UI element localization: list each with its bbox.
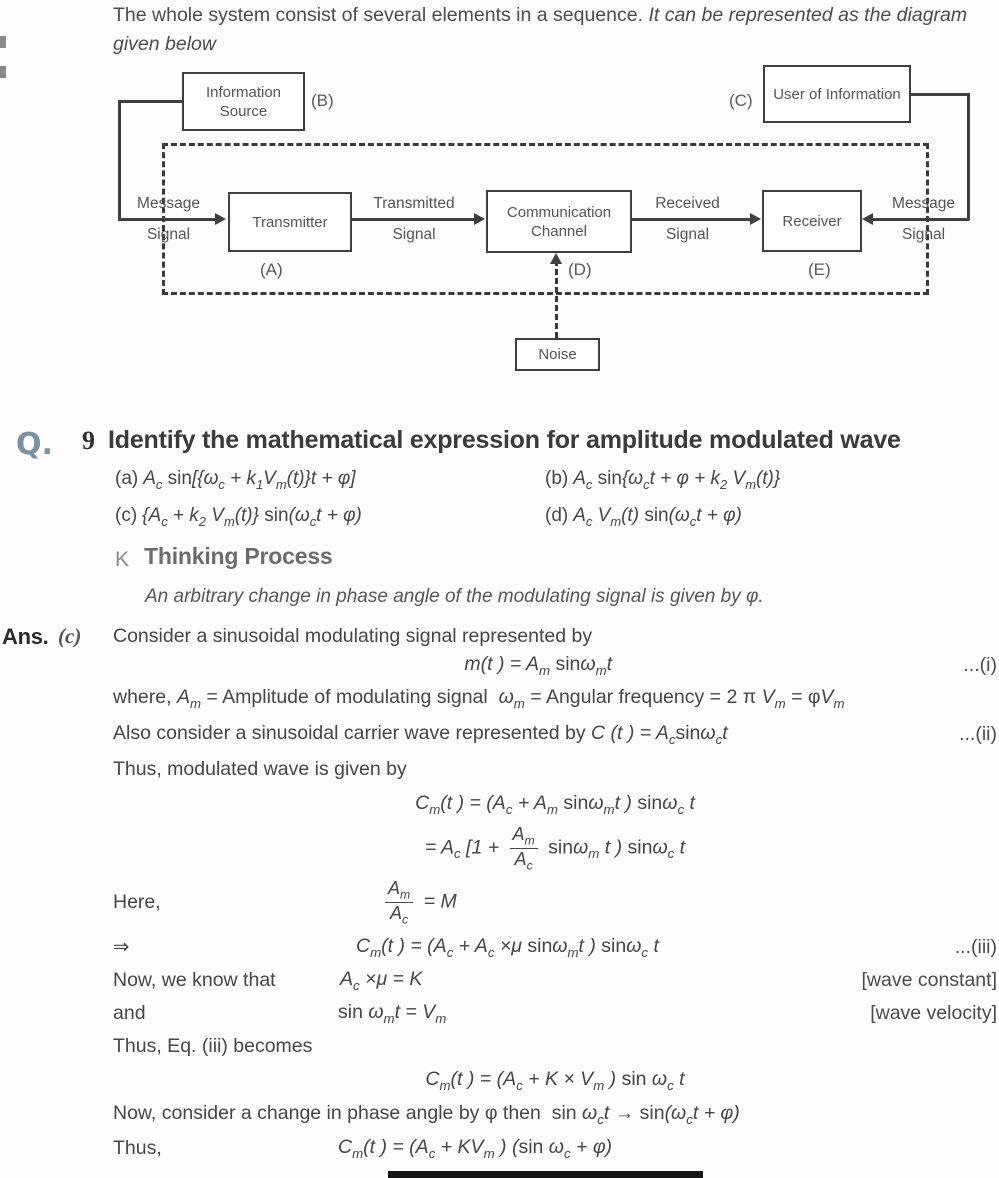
implies-symbol: ⇒ <box>113 936 130 958</box>
answer-text: Also consider a sinusoidal carrier wave represented by C (t ) = $A_c\sin\omega_ct$ <box>113 721 728 747</box>
answer-label: Ans. <box>2 624 49 649</box>
arrowhead-into-channel-icon <box>474 213 485 225</box>
thinking-process-icon: K <box>115 548 130 571</box>
scan-artifact <box>0 36 6 48</box>
equation-iii-number: ...(iii) <box>954 935 997 958</box>
know-label: Now, we know that <box>113 969 276 991</box>
line-info-source-left <box>118 100 182 103</box>
thinking-process-title: Thinking Process <box>144 543 333 569</box>
label-message-signal-left: Message Signal <box>137 195 200 243</box>
label-received-signal: Received Signal <box>655 195 720 243</box>
equation-wave-constant: $A_c \times\mu = K$ <box>340 968 423 993</box>
equation-i: m(t ) = $A_m$ sinω$_m$t <box>464 652 613 678</box>
label-E: (E) <box>808 260 831 279</box>
question-number: 9 <box>82 426 95 455</box>
answer-eq-final-form <box>113 1063 997 1097</box>
answer-option: (c) <box>58 624 82 648</box>
communication-system-diagram <box>0 62 999 382</box>
option-d-math: $A_c$ $V_m(t) \sin(\omega_ct + \varphi)$ <box>573 504 742 529</box>
answer-text: Consider a sinusoidal modulating signal represented by <box>113 624 593 647</box>
answer-line-2 <box>113 680 997 716</box>
answer-eq-iii-row <box>113 930 997 964</box>
answer-eq-expanded <box>113 822 997 874</box>
label-message-signal-right: Message Signal <box>892 195 955 243</box>
wave-velocity-note: [wave velocity] <box>870 1002 997 1024</box>
option-a <box>115 468 545 492</box>
option-b-math: $A_c$ $\sin\{\omega_ct + \varphi + k_2$ $V_m(t)$} <box>573 468 781 492</box>
line-noise-dashed <box>555 260 558 338</box>
question-text: Identify the mathematical expression for amplitude modulated wave <box>108 426 901 454</box>
equation-modulated-wave: $C_m(t$ ) = ($A_c + A_m$ sinω$_m$t ) sinω$_c$ t <box>415 791 695 817</box>
here-label: Here, <box>113 890 161 913</box>
answer-text: Thus, modulated wave is given by <box>113 757 407 780</box>
answer-eq-ii-row <box>113 716 997 752</box>
option-c-math: {$A_c + k_2$ $V_m(t)$} $\sin(\omega_ct + \varphi)$ <box>142 504 362 529</box>
answer-line-7 <box>113 1030 997 1063</box>
and-label: and <box>113 1002 146 1024</box>
answer-line-4 <box>113 752 997 786</box>
line-user-right <box>911 93 969 96</box>
equation-modulation-index: $\frac{A_m}{A_c}$ = M <box>338 878 457 926</box>
line-left-vertical <box>118 100 121 220</box>
answer-and-row <box>113 997 997 1030</box>
equation-iii: $C_m(t$ ) = ($A_c + A_c \times\mu$ sinω$_m$t ) sinω$_c$ t <box>356 934 659 960</box>
equation-i-number: ...(i) <box>963 653 997 676</box>
answer-thus-row <box>113 1131 997 1165</box>
label-C: (C) <box>729 91 753 110</box>
option-d <box>545 505 995 529</box>
question-brand-icon: Q. <box>16 427 53 462</box>
equation-ii-number: ...(ii) <box>959 722 997 745</box>
box-information-source: Information Source <box>182 72 305 131</box>
box-communication-channel: Communication Channel <box>486 190 632 253</box>
answer-eq-modulated <box>113 786 997 822</box>
thinking-process-note: An arbitrary change in phase angle of the modulating signal is given by φ. <box>145 586 764 607</box>
options-grid <box>115 468 995 529</box>
equation-expanded: = $A_c$ [1 + $\frac{A_m}{A_c}$ sinω$_m$ t ) sinω$_c$ t <box>424 823 686 873</box>
intro-normal-text: The whole system consist of several elements in a sequence. <box>113 4 649 26</box>
arrowhead-into-receiver-right-icon <box>862 213 873 225</box>
option-c-label: (c) <box>115 504 138 526</box>
arrowhead-noise-up-icon <box>550 253 562 264</box>
answer-text: Now, consider a change in phase angle by φ then $\sin \omega_ct \to \sin(\omega_ct + \varphi)$ <box>113 1101 740 1127</box>
label-transmitted-signal: Transmitted Signal <box>373 195 455 243</box>
scan-artifact-bar <box>388 1171 703 1178</box>
label-B: (B) <box>311 91 334 110</box>
thus-label: Thus, <box>113 1136 162 1159</box>
option-b-label: (b) <box>545 468 569 489</box>
option-a-label: (a) <box>115 468 139 489</box>
option-a-math: $A_c$ $\sin[\{\omega_c + k_1V_m(t)\}t + \varphi]$ <box>143 468 356 492</box>
equation-result: $C_m(t$ ) = ($A_c + KV_m$ ) (sin $\omega_c + \varphi$) <box>338 1135 613 1161</box>
equation-final-form: $C_m(t$ ) = ($A_c + K \times V_m$ ) $\sin \omega_c$ t <box>425 1067 685 1093</box>
label-D: (D) <box>568 260 592 279</box>
box-user-of-information: User of Information <box>763 65 911 123</box>
answer-body <box>113 622 997 1165</box>
wave-constant-note: [wave constant] <box>861 969 997 991</box>
option-b <box>545 468 995 492</box>
answer-eq-i-row <box>113 650 997 680</box>
option-c <box>115 505 545 529</box>
answer-text: Thus, Eq. (iii) becomes <box>113 1035 313 1057</box>
box-transmitter: Transmitter <box>228 192 352 252</box>
equation-wave-velocity: $\sin \omega_mt = V_m$ <box>338 1001 447 1026</box>
arrowhead-into-transmitter-icon <box>215 213 226 225</box>
label-A: (A) <box>260 260 283 279</box>
box-receiver: Receiver <box>762 190 862 252</box>
option-d-label: (d) <box>545 504 569 526</box>
arrowhead-into-receiver-icon <box>750 213 761 225</box>
box-noise: Noise <box>515 338 600 371</box>
answer-line-8 <box>113 1097 997 1131</box>
intro-italic-text: It can be represented as the diagram given below <box>113 4 968 55</box>
intro-paragraph <box>113 1 997 59</box>
answer-know-row <box>113 964 997 997</box>
answer-text: where, $A_m$ = Amplitude of modulating signal $\omega_m$ = Angular frequency = 2 π $V_m = \varphi V_m$ <box>113 685 845 711</box>
answer-line-1 <box>113 622 997 650</box>
answer-here-row <box>113 874 997 930</box>
scan-artifact <box>0 66 6 78</box>
